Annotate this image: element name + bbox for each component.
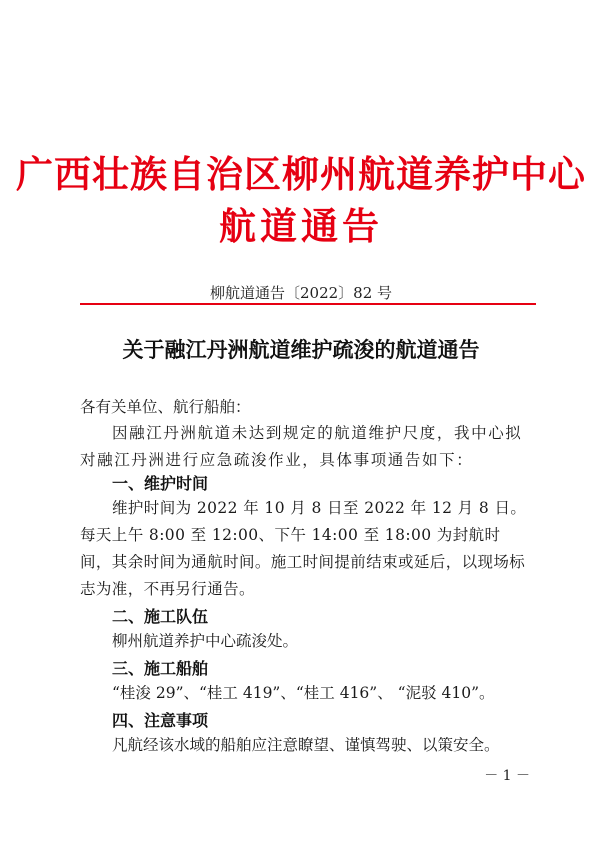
section-heading-precautions: 四、注意事项: [112, 711, 209, 730]
section-heading-construction-vessels: 三、施工船舶: [112, 659, 209, 678]
section-text-construction-vessels: “桂浚 29”、“桂工 419”、“桂工 416”、 “泥驳 410”。: [112, 684, 495, 702]
page-number: － 1 －: [484, 768, 530, 784]
section-text-construction-team: 柳州航道养护中心疏浚处。: [112, 632, 299, 650]
document-number: 柳航道通告〔2022〕82 号: [209, 284, 393, 302]
section-text-maintenance-time: 维护时间为 2022 年 10 月 8 日至 2022 年 12 月 8 日。每天上午 8:00 至 12:00、下午 14:00 至 18:00 为封航时间，其余时间为通航时间。施工时间提前结束或延后，以现场标志为准，不再另行通告。: [80, 499, 527, 598]
section-text-precautions: 凡航经该水域的船舶应注意瞭望、谨慎驾驶、以策安全。: [112, 736, 500, 754]
section-heading-construction-team: 二、施工队伍: [112, 607, 209, 626]
red-divider-line: [80, 303, 536, 305]
notice-subject: 关于融江丹洲航道维护疏浚的航道通告: [122, 337, 480, 362]
section-heading-maintenance-time: 一、维护时间: [112, 474, 209, 493]
issuing-organization: 广西壮族自治区柳州航道养护中心: [16, 152, 586, 196]
salutation: 各有关单位、航行船舶：: [80, 398, 251, 416]
intro-paragraph: 因融江丹洲航道未达到规定的航道维护尺度，我中心拟对融江丹洲进行应急疏浚作业，具体事项通告如下：: [80, 424, 523, 469]
notice-type-title: 航道通告: [219, 204, 383, 248]
